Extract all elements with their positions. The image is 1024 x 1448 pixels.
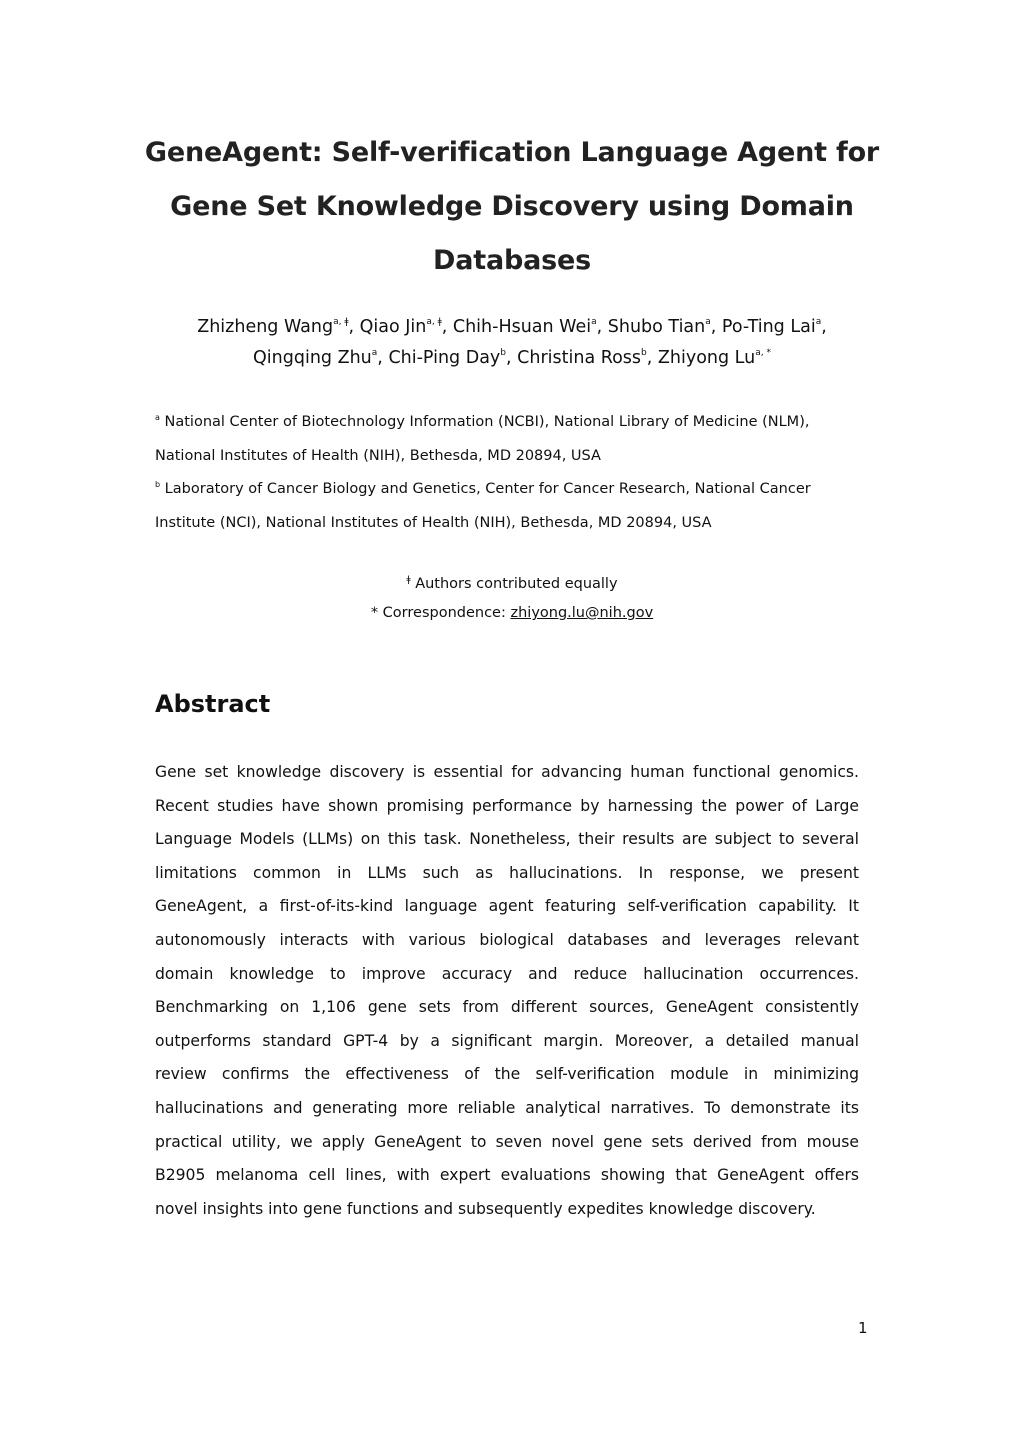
author-name: Zhizheng Wang <box>197 317 334 337</box>
author-separator: , <box>377 348 389 368</box>
title-line: GeneAgent: Self-verification Language Agent for <box>144 137 880 168</box>
author-name: Qingqing Zhu <box>253 348 372 368</box>
abstract-line: review confirms the effectiveness of the self-verification module in minimizing <box>155 1065 859 1084</box>
affiliation-a-line <box>155 406 855 440</box>
author-name: Christina Ross <box>517 348 642 368</box>
equal-contribution-marker: ǂ <box>406 575 411 585</box>
abstract-line: Gene set knowledge discovery is essential for advancing human functional genomics. <box>155 763 859 781</box>
author-affiliation-marker: a, ǂ <box>426 317 442 327</box>
author-separator: , <box>348 317 360 337</box>
author-affiliation-marker: b <box>641 348 647 358</box>
paper-title <box>120 126 904 288</box>
author-notes <box>120 570 904 628</box>
abstract-body <box>155 756 859 1226</box>
author-name: Zhiyong Lu <box>657 348 756 368</box>
affiliation-marker: a <box>155 413 160 422</box>
author-affiliation-marker: a <box>705 317 711 327</box>
abstract-line: practical utility, we apply GeneAgent to seven novel gene sets derived from mouse <box>155 1132 859 1151</box>
author-separator: , <box>710 317 722 337</box>
author-line <box>120 343 904 374</box>
author-name: Chi-Ping Day <box>388 348 501 368</box>
abstract-line: limitations common in LLMs such as hallucinations. In response, we present <box>155 863 859 882</box>
abstract-line: Recent studies have shown promising performance by harnessing the power of Large <box>155 796 859 815</box>
author-affiliation-marker: a, * <box>755 348 771 358</box>
equal-contribution-text: Authors contributed equally <box>410 576 618 592</box>
author-name: Qiao Jin <box>359 317 427 337</box>
author-separator: , <box>646 348 658 368</box>
author-affiliation-marker: a <box>815 317 822 327</box>
author-separator: , <box>821 317 827 337</box>
title-line: Databases <box>433 245 591 276</box>
abstract-line: GeneAgent, a first-of-its-kind language agent featuring self-verification capability. It <box>155 897 859 916</box>
abstract-line: Benchmarking on 1,106 gene sets from different sources, GeneAgent consistently <box>155 998 859 1017</box>
abstract-line: novel insights into gene functions and subsequently expedites knowledge discovery. <box>155 1199 816 1218</box>
author-name: Po-Ting Lai <box>721 317 816 337</box>
author-separator: , <box>441 317 453 337</box>
title-line: Gene Set Knowledge Discovery using Domain <box>170 191 854 222</box>
author-separator: , <box>506 348 518 368</box>
author-affiliation-marker: b <box>500 348 506 358</box>
author-separator: , <box>596 317 608 337</box>
abstract-line: domain knowledge to improve accuracy and reduce hallucination occurrences. <box>155 964 859 983</box>
abstract-line: autonomously interacts with various biological databases and leverages relevant <box>155 930 859 949</box>
abstract-line: outperforms standard GPT-4 by a significant margin. Moreover, a detailed manual <box>155 1031 859 1050</box>
affiliation-b-text: Laboratory of Cancer Biology and Genetics, Center for Cancer Research, National Cancer <box>160 481 811 497</box>
author-list <box>120 312 904 374</box>
correspondence-note <box>120 599 904 628</box>
abstract-line: B2905 melanoma cell lines, with expert evaluations showing that GeneAgent offers <box>155 1166 859 1185</box>
abstract-line: hallucinations and generating more reliable analytical narratives. To demonstrate its <box>155 1098 859 1117</box>
affiliation-b-line: Institute (NCI), National Institutes of Health (NIH), Bethesda, MD 20894, USA <box>155 514 712 531</box>
affiliation-b-line <box>155 473 855 507</box>
affiliations <box>155 406 855 540</box>
author-line <box>120 312 904 343</box>
author-name: Shubo Tian <box>607 317 706 337</box>
author-affiliation-marker: a <box>591 317 597 327</box>
author-name: Chih-Hsuan Wei <box>452 317 592 337</box>
abstract-heading: Abstract <box>155 690 271 718</box>
correspondence-label: * Correspondence: <box>370 605 511 621</box>
author-affiliation-marker: a <box>371 348 378 358</box>
affiliation-marker: b <box>155 480 161 489</box>
author-affiliation-marker: a, ǂ <box>333 317 349 327</box>
affiliation-a-line: National Institutes of Health (NIH), Bethesda, MD 20894, USA <box>155 447 601 464</box>
abstract-line: Language Models (LLMs) on this task. Nonetheless, their results are subject to several <box>155 830 859 849</box>
affiliation-a-text: National Center of Biotechnology Information (NCBI), National Library of Medicine (NLM), <box>159 414 810 430</box>
correspondence-email-link[interactable]: zhiyong.lu@nih.gov <box>510 605 654 621</box>
equal-contribution-note <box>120 570 904 599</box>
page-number: 1 <box>858 1319 868 1337</box>
